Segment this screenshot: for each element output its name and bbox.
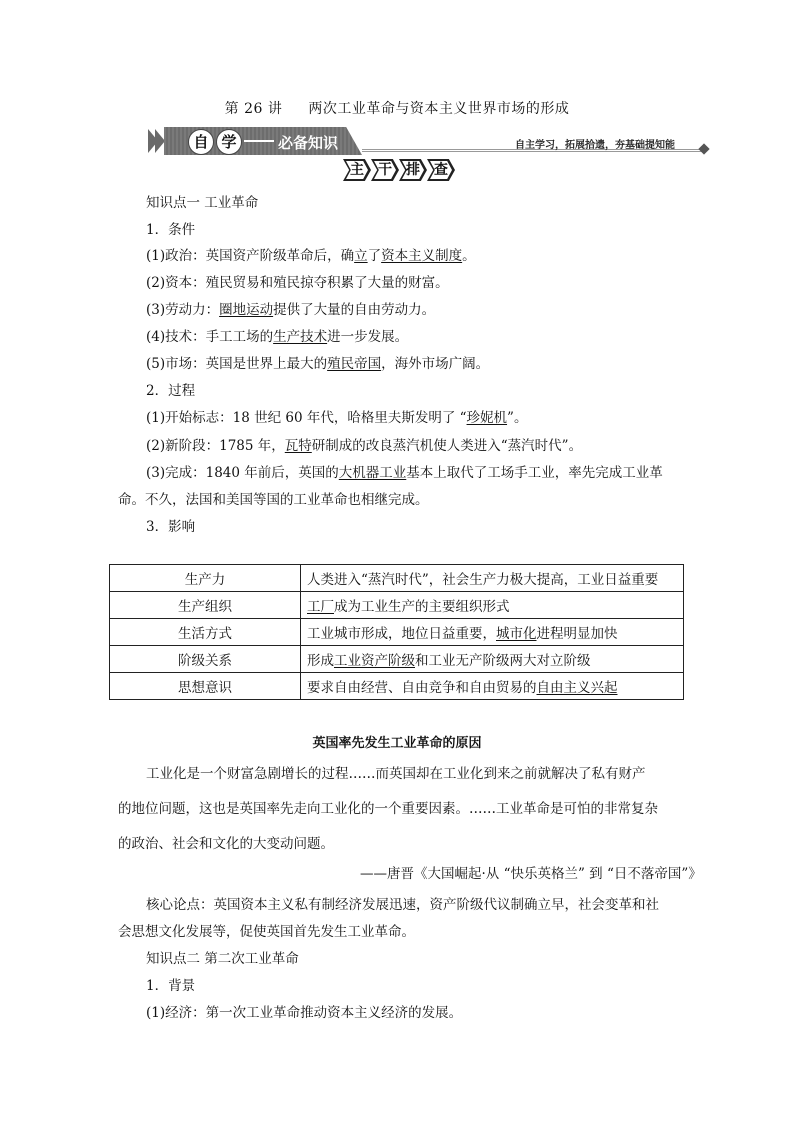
reading-line: 的政治、社会和文化的大变动问题。 bbox=[118, 836, 334, 852]
process-item: 命。不久，法国和美国等国的工业革命也相继完成。 bbox=[118, 492, 429, 508]
table-row bbox=[110, 592, 684, 619]
core-point: 核心论点：英国资本主义私有制经济发展迅速，资产阶级代议制确立早，社会变革和社 bbox=[146, 897, 659, 913]
core-point: 会思想文化发展等，促使英国首先发生工业革命。 bbox=[118, 924, 415, 940]
lecture-number: 第 26 讲 bbox=[224, 101, 283, 117]
table-cell-value: 工业城市形成，地位日益重要，城市化进程明显加快 bbox=[301, 619, 684, 646]
table-cell-key: 思想意识 bbox=[110, 673, 301, 700]
banner-note: 自主学习，拓展拾遗，夯基础提知能 bbox=[515, 140, 675, 151]
page-title bbox=[0, 98, 794, 118]
process-item: (3)完成：1840 年前后，英国的大机器工业基本上取代了工场手工业，率先完成工业革 bbox=[146, 465, 663, 481]
reading-heading: 英国率先发生工业革命的原因 bbox=[312, 736, 482, 751]
banner-dash bbox=[244, 140, 274, 142]
table-cell-key: 阶级关系 bbox=[110, 646, 301, 673]
table-cell-key: 生活方式 bbox=[110, 619, 301, 646]
badge: 查 bbox=[427, 159, 455, 181]
sub-heading: 3．影响 bbox=[146, 519, 196, 535]
lecture-title: 两次工业革命与资本主义世界市场的形成 bbox=[308, 101, 570, 117]
table-row bbox=[110, 673, 684, 700]
reading-line: 的地位问题，这也是英国率先走向工业化的一个重要因素。……工业革命是可怕的非常复杂 bbox=[118, 801, 658, 817]
table-cell-value: 工厂成为工业生产的主要组织形式 bbox=[301, 592, 684, 619]
table-row bbox=[110, 619, 684, 646]
process-item: (2)新阶段：1785 年，瓦特研制成的改良蒸汽机使人类进入“蒸汽时代”。 bbox=[146, 438, 583, 454]
sub-heading: 1．背景 bbox=[146, 978, 196, 994]
condition-item: (5)市场：英国是世界上最大的殖民帝国，海外市场广阔。 bbox=[146, 356, 490, 372]
banner-circle-2: 学 bbox=[216, 129, 242, 155]
reading-source: ——唐晋《大国崛起·从 “快乐英格兰” 到 “日不落帝国”》 bbox=[360, 866, 702, 882]
process-item: (1)开始标志：18 世纪 60 年代，哈格里夫斯发明了 “珍妮机”。 bbox=[146, 410, 528, 426]
impact-table bbox=[109, 564, 684, 700]
section-banner bbox=[148, 127, 708, 157]
table-cell-key: 生产力 bbox=[110, 565, 301, 592]
badge-group bbox=[343, 159, 455, 181]
badge: 主 bbox=[343, 159, 371, 181]
condition-item: (1)政治：英国资产阶级革命后，确立了资本主义制度。 bbox=[146, 248, 476, 264]
table-cell-value: 形成工业资产阶级和工业无产阶级两大对立阶级 bbox=[301, 646, 684, 673]
badge: 干 bbox=[371, 159, 399, 181]
banner-subtitle: 必备知识 bbox=[278, 134, 339, 152]
sub-heading: 1．条件 bbox=[146, 222, 196, 238]
table-cell-key: 生产组织 bbox=[110, 592, 301, 619]
background-item: (1)经济：第一次工业革命推动资本主义经济的发展。 bbox=[146, 1005, 463, 1021]
table-row bbox=[110, 646, 684, 673]
sub-heading: 2．过程 bbox=[146, 383, 196, 399]
chevron-right-icon bbox=[155, 129, 165, 153]
table-row bbox=[110, 565, 684, 592]
condition-item: (2)资本：殖民贸易和殖民掠夺积累了大量的财富。 bbox=[146, 275, 449, 291]
condition-item: (4)技术：手工工场的生产技术进一步发展。 bbox=[146, 329, 409, 345]
table-cell-value: 人类进入“蒸汽时代”，社会生产力极大提高，工业日益重要 bbox=[301, 565, 684, 592]
reading-line: 工业化是一个财富急剧增长的过程……而英国却在工业化到来之前就解决了私有财产 bbox=[146, 766, 646, 782]
banner-circle-1: 自 bbox=[188, 129, 214, 155]
condition-item: (3)劳动力：圈地运动提供了大量的自由劳动力。 bbox=[146, 302, 436, 318]
diamond-icon bbox=[698, 143, 709, 154]
badge: 排 bbox=[399, 159, 427, 181]
section-heading: 知识点一 工业革命 bbox=[146, 195, 259, 211]
section-heading: 知识点二 第二次工业革命 bbox=[146, 951, 299, 967]
table-cell-value: 要求自由经营、自由竞争和自由贸易的自由主义兴起 bbox=[301, 673, 684, 700]
